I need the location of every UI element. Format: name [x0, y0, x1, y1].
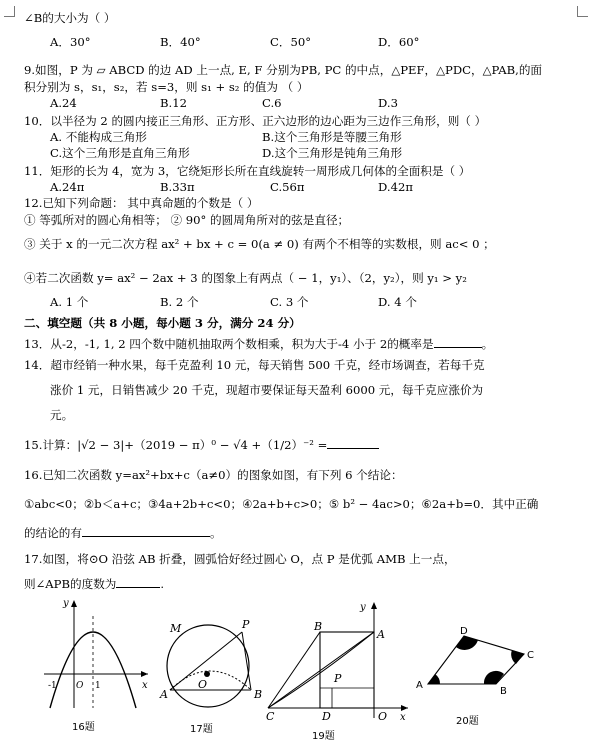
section-2-heading: 二、填空题（共 8 小题，每小题 3 分，满分 24 分） [24, 316, 301, 330]
fig16-label-neg1: -1 [48, 681, 57, 691]
fig17-label-p: P [242, 618, 250, 631]
fig16-label-origin: O [76, 681, 84, 691]
q15-expression: 15.计算：|√2 − 3|+（2019 − π）⁰ − √4 +（1/2）⁻² = [24, 438, 328, 452]
figure-19-square [262, 600, 412, 724]
q17-answer-blank[interactable] [116, 576, 160, 588]
fig17-label-b: B [254, 688, 263, 701]
q9-line1: 9.如图，P 为 ▱ ABCD 的边 AD 上一点, E, F 分别为PB, PC 的中点，△PEF，△PDC，△PAB,的面 [24, 63, 543, 77]
q8-option-c: C．50° [270, 35, 312, 49]
q8-option-d: D．60° [378, 35, 420, 49]
q11-option-c: C.56π [270, 180, 305, 194]
figure-16-parabola [36, 596, 156, 716]
fig19-label-o: O [378, 710, 388, 723]
q12-option-a: A. 1 个 [50, 295, 89, 309]
q12-statement-1-2: ① 等弧所对的圆心角相等； ② 90° 的圆周角所对的弦是直径； [24, 213, 350, 227]
fig19-label-a: A [377, 628, 385, 641]
figure-17-caption: 17题 [190, 724, 213, 735]
fig19-label-y: y [360, 602, 366, 613]
fig16-label-y: y [63, 598, 69, 609]
fig17-label-a: A [160, 688, 168, 701]
fig17-label-m: M [170, 622, 182, 635]
q11-line1: 11．矩形的长为 4，宽为 3，它绕矩形长所在直线旋转一周形成几何体的全面积是（ ） [24, 164, 471, 178]
q12-option-b: B. 2 个 [160, 295, 199, 309]
q15-answer-blank[interactable] [327, 437, 379, 449]
q10-option-b: B.这个三角形是等腰三角形 [262, 130, 402, 144]
figure-17-circle [158, 618, 270, 718]
q10-line1: 10．以半径为 2 的圆内接正三角形、正方形、正六边形的边心距为三边作三角形，则（ ） [24, 114, 487, 128]
q8-option-b: B．40° [160, 35, 201, 49]
fig17-label-o: O [198, 678, 208, 691]
q14-line2: 涨价 1 元，日销售减少 20 千克，现超市要保证每天盈利 6000 元，每千克应涨价为 [50, 383, 484, 397]
fig20-label-c: C [527, 650, 534, 661]
figure-16-caption: 16题 [72, 722, 95, 733]
q11-option-a: A.24π [50, 180, 85, 194]
fig20-label-d: D [460, 626, 468, 637]
q10-option-d: D.这个三角形是钝角三角形 [262, 146, 403, 160]
fig16-label-x: x [142, 680, 148, 691]
fig19-label-x: x [400, 712, 406, 723]
q12-option-d: D. 4 个 [378, 295, 417, 309]
fig19-label-b: B [314, 620, 323, 633]
figure-20-parallelogram [412, 626, 542, 696]
q9-line2: 积分别为 s，s₁，s₂，若 s=3，则 s₁ + s₂ 的值为 （ ） [24, 80, 309, 94]
corner-mark-tr [577, 6, 588, 17]
fig19-label-c: C [266, 710, 275, 723]
q13-question: 13．从-2，-1, 1, 2 四个数中随机抽取两个数相乘，积为大于-4 小于 2的概率是 [24, 337, 434, 351]
q16-line1: 16.已知二次函数 y=ax²+bx+c（a≠0）的图象如图，有下列 6 个结论： [24, 468, 403, 482]
fig20-label-a: A [416, 680, 423, 691]
fig19-label-p: P [334, 672, 342, 685]
q16-answer-blank[interactable] [82, 525, 210, 537]
q17-line1: 17.如图，将⊙O 沿弦 AB 折叠，圆弧恰好经过圆心 O，点 P 是优弧 AMB 上一点， [24, 552, 456, 566]
q12-line1: 12.已知下列命题： 其中真命题的个数是（ ） [24, 196, 259, 210]
q12-option-c: C. 3 个 [270, 295, 309, 309]
q9-option-d: D.3 [378, 96, 398, 110]
q8-tail: ∠B的大小为（ ） [24, 11, 116, 25]
q10-option-c: C.这个三角形是直角三角形 [50, 146, 190, 160]
q9-option-c: C.6 [262, 96, 282, 110]
q15-text [24, 437, 379, 452]
figure-19-caption: 19题 [312, 731, 335, 742]
q13-answer-blank[interactable] [434, 336, 482, 348]
corner-mark-tl [4, 6, 15, 17]
q13-text: 13．从-2，-1, 1, 2 四个数中随机抽取两个数相乘，积为大于-4 小于 2的概率是 。 [24, 337, 494, 351]
fig20-label-b: B [500, 686, 507, 696]
q12-statement-3: ③ 关于 x 的一元二次方程 ax² + bx + c = 0(a ≠ 0) 有两个不相等的实数根，则 ac< 0 ； [24, 237, 495, 251]
q14-line1: 14．超市经销一种水果，每千克盈利 10 元，每天销售 500 千克，经市场调查，若每千克 [24, 358, 485, 372]
q9-option-a: A.24 [50, 96, 77, 110]
q9-option-b: B.12 [160, 96, 187, 110]
q17-answer-prefix: 则∠APB的度数为 [24, 577, 117, 591]
q16-line2: ①abc<0；②b＜a+c；③4a+2b+c<0；④2a+b+c>0；⑤ b² − 4ac>0；⑥2a+b=0．其中正确 [24, 497, 539, 511]
q16-answer-prefix: 的结论的有 [24, 526, 82, 540]
fig19-label-d: D [322, 710, 331, 723]
q17-line2: 则∠APB的度数为 . [24, 577, 165, 591]
fig16-label-1: 1 [95, 681, 101, 691]
q11-option-d: D.42π [378, 180, 413, 194]
q10-option-a: A. 不能构成三角形 [50, 130, 147, 144]
q12-statement-4: ④若二次函数 y= ax² − 2ax + 3 的图象上有两点（ − 1，y₁）、（2，y₂），则 y₁ > y₂ [24, 271, 467, 285]
q14-line3: 元。 [50, 408, 74, 422]
q16-line3: 的结论的有 。 [24, 526, 222, 540]
q11-option-b: B.33π [160, 180, 195, 194]
figure-20-caption: 20题 [456, 716, 479, 727]
q8-option-a: A．30° [50, 35, 91, 49]
